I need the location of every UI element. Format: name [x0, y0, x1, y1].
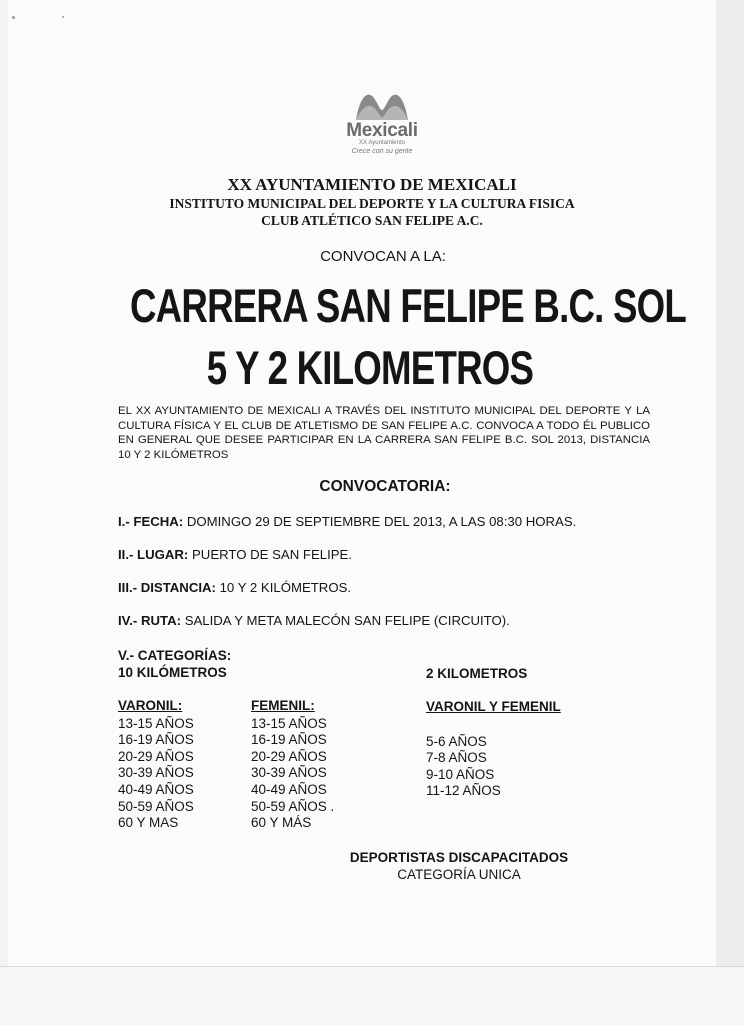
logo-tagline: Crece con su gente — [351, 148, 413, 155]
list-item: 5-6 AÑOS — [426, 733, 487, 749]
list-item: 50-59 AÑOS . — [251, 798, 335, 814]
list-item: 7-8 AÑOS — [426, 750, 487, 766]
column-header: VARONIL: — [118, 698, 183, 713]
discapacitados-heading: DEPORTISTAS DISCAPACITADOS — [349, 850, 569, 865]
list-item: 13-15 AÑOS — [118, 715, 194, 731]
discapacitados-category: CATEGORÍA UNICA — [397, 867, 521, 882]
column-header: VARONIL Y FEMENIL — [426, 699, 561, 714]
varonil-column — [118, 698, 194, 832]
list-item: 11-12 AÑOS — [426, 783, 501, 799]
page-fold — [0, 966, 744, 1025]
item-label: IV.- RUTA: — [118, 613, 182, 628]
item-ruta — [118, 613, 510, 628]
list-item: 9-10 AÑOS — [426, 766, 495, 782]
scan-speck — [62, 16, 64, 18]
scan-speck — [12, 16, 15, 19]
header-line-2: INSTITUTO MUNICIPAL DEL DEPORTE Y LA CULTURA FISICA — [169, 196, 575, 211]
list-item: 60 Y MAS — [118, 815, 179, 831]
item-distancia — [118, 580, 351, 595]
item-value: 10 Y 2 KILÓMETROS. — [219, 580, 352, 595]
list-item: 16-19 AÑOS — [251, 732, 327, 748]
item-label: III.- DISTANCIA: — [118, 580, 216, 595]
item-value: SALIDA Y META MALECÓN SAN FELIPE (CIRCUITO). — [184, 613, 510, 628]
list-item: 30-39 AÑOS — [118, 765, 194, 781]
column-header: FEMENIL: — [251, 698, 315, 713]
list-item: 50-59 AÑOS — [118, 798, 194, 814]
header-line-3: CLUB ATLÉTICO SAN FELIPE A.C. — [261, 213, 483, 228]
item-fecha — [118, 514, 576, 529]
event-title: CARRERA SAN FELIPE B.C. SOL — [129, 279, 687, 332]
event-distance-title: 5 Y 2 KILOMETROS — [206, 341, 534, 394]
list-item: 13-15 AÑOS — [251, 715, 327, 731]
list-item: 30-39 AÑOS — [251, 765, 327, 781]
varonil-femenil-column — [426, 699, 561, 800]
item-value: DOMINGO 29 DE SEPTIEMBRE DEL 2013, A LAS 08:30 HORAS. — [186, 514, 577, 529]
femenil-column — [251, 698, 334, 832]
convocan-text: CONVOCAN A LA: — [320, 248, 446, 265]
mountains-logo-icon — [354, 86, 410, 122]
spacer — [426, 717, 561, 734]
list-item: 16-19 AÑOS — [118, 732, 194, 748]
ten-km-heading: 10 KILÓMETROS — [118, 665, 227, 680]
list-item: 20-29 AÑOS — [251, 748, 327, 764]
item-label: II.- LUGAR: — [118, 547, 189, 562]
list-item: 60 Y MÁS — [251, 815, 312, 831]
convocatoria-heading: CONVOCATORIA: — [319, 478, 451, 495]
header-line-1: XX AYUNTAMIENTO DE MEXICALI — [227, 175, 517, 194]
list-item: 40-49 AÑOS — [118, 781, 194, 797]
mexicali-logo — [322, 86, 442, 155]
item-label: I.- FECHA: — [118, 514, 184, 529]
logo-subtitle: XX Ayuntamiento — [359, 140, 405, 146]
two-km-heading: 2 KILOMETROS — [426, 666, 528, 681]
logo-name: Mexicali — [346, 120, 418, 141]
list-item: 40-49 AÑOS — [251, 781, 327, 797]
list-item: 20-29 AÑOS — [118, 748, 194, 764]
item-value: PUERTO DE SAN FELIPE. — [192, 547, 353, 562]
intro-paragraph: EL XX AYUNTAMIENTO DE MEXICALI A TRAVÉS DEL INSTITUTO MUNICIPAL DEL DEPORTE Y LA CULTURA FÍSICA Y EL CLUB DE ATLETISMO DE SAN FELIPE A.C. CONVOCA A TODO ÉL PUBLICO EN GENERAL QUE DESEE PARTICIPAR EN LA CARRERA SAN FELIPE B.C. SOL 2013, DISTANCIA 10 Y 2 KILÓMETROS — [118, 405, 650, 461]
item-lugar — [118, 547, 352, 562]
categorias-heading: V.- CATEGORÍAS: — [118, 648, 232, 663]
